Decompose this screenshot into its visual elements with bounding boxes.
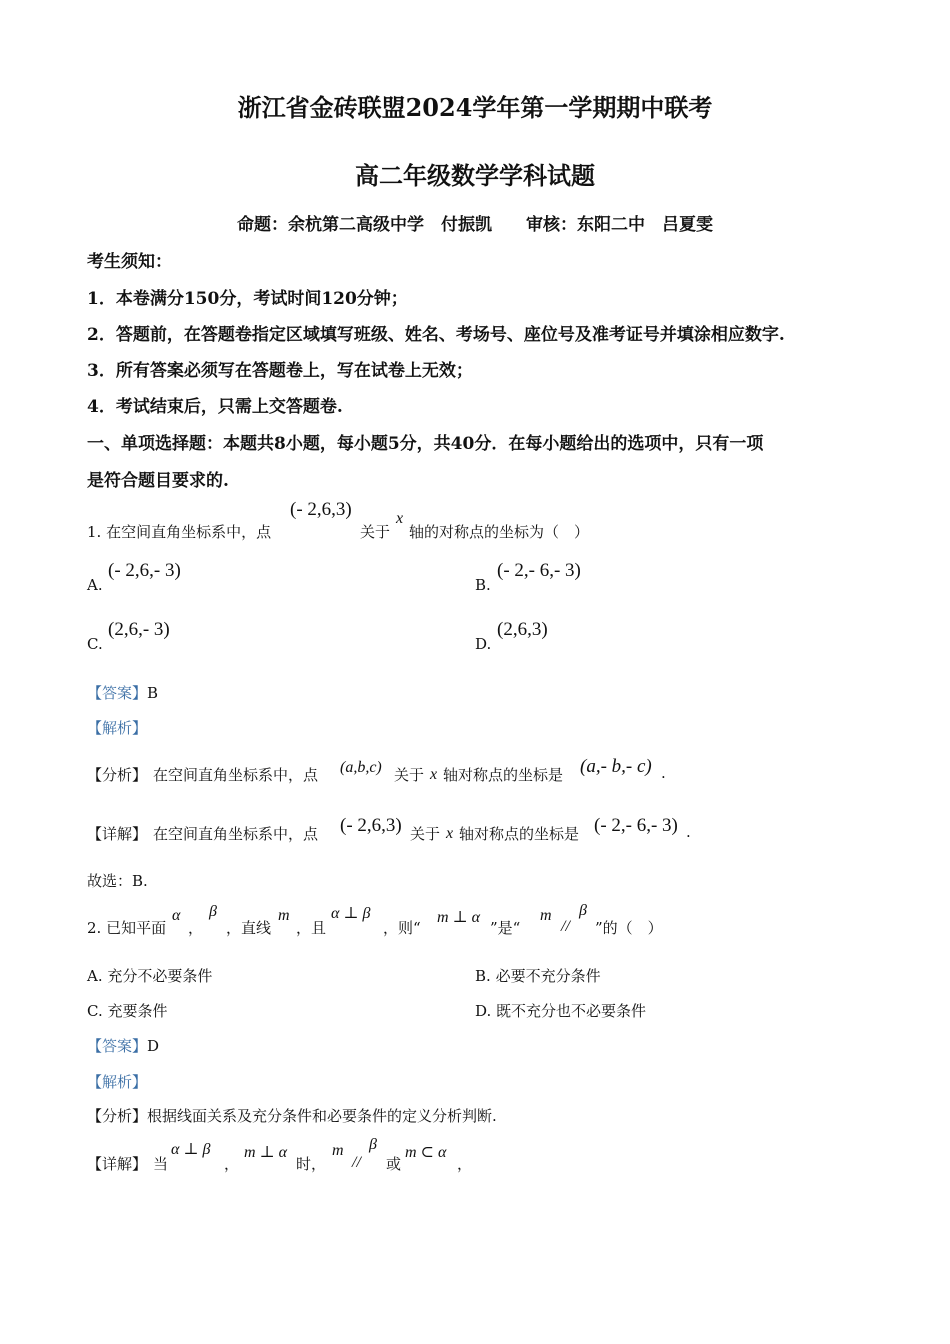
q1-fenxi-period: .	[661, 764, 666, 782]
q2-condition: α ⊥ β	[331, 905, 371, 922]
q1-xiangjie-text: 轴对称点的坐标是	[459, 825, 580, 843]
q1-option-c-label: C.	[87, 635, 103, 653]
fenxi-tag: 【分析】	[87, 1107, 148, 1125]
q1-stem-mid: 关于	[360, 523, 391, 541]
answer-tag: 【答案】	[87, 1037, 148, 1055]
authors-line: 命题：余杭第二高级中学 付振凯 审核：东阳二中 吕夏雯	[237, 215, 713, 235]
q2-xiangjie-beta: β	[369, 1136, 377, 1153]
q2-xiangjie-or: 或	[386, 1155, 402, 1173]
q1-stem-start: 1. 在空间直角坐标系中，点	[87, 523, 272, 541]
q1-axis: x	[396, 510, 404, 527]
q2-xiangjie-comma: ，	[224, 1155, 240, 1173]
q1-xiangjie-result: (- 2,- 6,- 3)	[594, 815, 678, 836]
q2-answer	[87, 1035, 159, 1056]
q1-option-c-value: (2,6,- 3)	[108, 619, 170, 640]
q1-fenxi-text: 在空间直角坐标系中，点	[153, 766, 319, 784]
q1-fenxi-result: (a,- b,- c)	[580, 756, 652, 777]
q2-stem-mid: ，直线	[226, 919, 272, 937]
q1-fenxi-text: 关于	[394, 766, 425, 784]
q1-xiangjie-text: 在空间直角坐标系中，点	[153, 825, 319, 843]
answer-value: D	[147, 1037, 160, 1055]
q1-xiangjie-tag: 【详解】	[87, 825, 148, 843]
q1-fenxi-text: 轴对称点的坐标是	[443, 766, 564, 784]
q2-beta: β	[209, 903, 217, 920]
q2-alpha: α	[172, 907, 181, 924]
section-heading: 一、单项选择题：本题共8小题，每小题5分，共40分．在每小题给出的选项中，只有一项	[87, 434, 764, 454]
q1-xiangjie-period: .	[686, 823, 691, 841]
q2-xiangjie-cond1: α ⊥ β	[171, 1141, 211, 1158]
q2-statement-q-m: m	[540, 907, 552, 924]
notice-item: 1．本卷满分150分，考试时间120分钟；	[87, 289, 408, 309]
q2-stem-mid2: ，且	[296, 919, 327, 937]
answer-value: B	[147, 684, 159, 702]
q1-option-b-label: B.	[475, 576, 491, 594]
q2-xiangjie-parallel: //	[352, 1154, 361, 1171]
q2-xiangjie-text: 当	[153, 1155, 169, 1173]
q1-option-d-value: (2,6,3)	[497, 619, 548, 640]
q1-xiangjie-text: 关于	[410, 825, 441, 843]
q2-stem-start: 2. 已知平面	[87, 919, 167, 937]
q1-option-a-label: A.	[87, 576, 103, 594]
q2-xiangjie-tag: 【详解】	[87, 1155, 148, 1173]
q2-xiangjie-cond3: m ⊂ α	[405, 1144, 447, 1161]
notice-item: 4．考试结束后，只需上交答题卷.	[87, 397, 343, 417]
q2-statement-q-beta: β	[579, 902, 587, 919]
q2-stem-end: ”的（ ）	[595, 919, 663, 937]
fenxi-text: 根据线面关系及充分条件和必要条件的定义分析判断.	[147, 1107, 497, 1125]
q2-xiangjie-end: ，	[457, 1155, 473, 1173]
q1-option-d-label: D.	[475, 635, 492, 653]
q1-conclusion: 故选：B.	[87, 872, 148, 890]
q2-analysis-tag: 【解析】	[87, 1073, 148, 1091]
q2-fenxi	[87, 1105, 497, 1126]
q2-xiangjie-cond2: m ⊥ α	[244, 1144, 287, 1161]
q1-answer	[87, 682, 158, 703]
q2-stem-mid3: ，则“	[383, 919, 421, 937]
q1-option-b-value: (- 2,- 6,- 3)	[497, 560, 581, 581]
q1-stem-end: 轴的对称点的坐标为（ ）	[409, 523, 590, 541]
q2-option-a: A. 充分不必要条件	[87, 967, 213, 985]
q2-statement-p: m ⊥ α	[437, 909, 480, 926]
q1-fenxi-point: (a,b,c)	[340, 759, 382, 776]
q1-fenxi-axis: x	[430, 766, 438, 783]
paper-title: 浙江省金砖联盟2024学年第一学期期中联考	[237, 93, 713, 122]
q1-xiangjie-point: (- 2,6,3)	[340, 815, 402, 836]
q2-option-b: B. 必要不充分条件	[475, 967, 601, 985]
notice-heading: 考生须知：	[87, 252, 172, 272]
q1-option-a-value: (- 2,6,- 3)	[108, 560, 181, 581]
q1-point: (- 2,6,3)	[290, 499, 352, 520]
q2-comma: ，	[188, 919, 204, 937]
q2-option-d: D. 既不充分也不必要条件	[475, 1002, 647, 1020]
q1-fenxi-tag: 【分析】	[87, 766, 148, 784]
q2-xiangjie-m: m	[332, 1142, 344, 1159]
q2-xiangjie-text: 时，	[296, 1155, 327, 1173]
q2-parallel-sign: //	[561, 918, 570, 935]
paper-subtitle: 高二年级数学学科试题	[355, 161, 595, 190]
q2-stem-mid4: ”是“	[490, 919, 521, 937]
answer-tag: 【答案】	[87, 684, 148, 702]
q2-line-m: m	[278, 907, 290, 924]
q1-analysis-tag: 【解析】	[87, 719, 148, 737]
q2-option-c: C. 充要条件	[87, 1002, 168, 1020]
notice-item: 3．所有答案必须写在答题卷上，写在试卷上无效；	[87, 361, 473, 381]
notice-item: 2．答题前，在答题卷指定区域填写班级、姓名、考场号、座位号及准考证号并填涂相应数字.	[87, 325, 785, 345]
section-heading-cont: 是符合题目要求的.	[87, 471, 229, 491]
q1-xiangjie-axis: x	[446, 825, 454, 842]
